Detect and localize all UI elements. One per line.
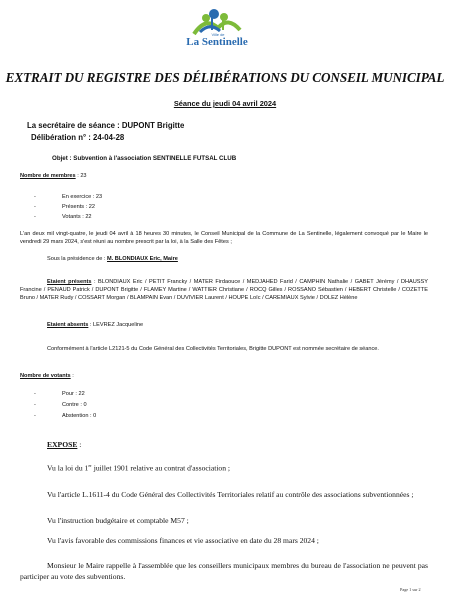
present-members — [20, 278, 428, 303]
vote-item: - Pour : 22 — [34, 391, 85, 397]
members-item: - Votants : 22 — [34, 214, 92, 220]
presidency-name: M. BLONDIAUX Eric, Maire — [107, 256, 178, 262]
vu-article-cgct: Vu l'article L.1611-4 du Code Général des Collectivités Territoriales relatif au contrôle des associations subventionnées ; — [47, 490, 414, 499]
vu-avis-commissions: Vu l'avis favorable des commissions finances et vie associative en date du 28 mars 2024 ; — [47, 536, 319, 545]
voters-label: Nombre de votants — [20, 373, 71, 379]
secretary-appointment: Conformément à l'article L2121-5 du Code Général des Collectivités Territoriales, Brigitte DUPONT est nommée secrétaire de séance. — [47, 346, 379, 352]
deliberation-number: Délibération n° : 24-04-28 — [31, 133, 125, 142]
vu-instruction-m57: Vu l'instruction budgétaire et comptable M57 ; — [47, 516, 189, 525]
intro-paragraph: L'an deux mil vingt-quatre, le jeudi 04 avril à 18 heures 30 minutes, le Conseil Municipal de la Commune de La Sentinelle, légalement convoqué par le Maire le vendredi 29 mars 2024, s'est réuni au nombre prescrit par la loi, à la Salle des Fêtes ; — [20, 231, 428, 246]
logo-town-name: La Sentinelle — [186, 36, 248, 48]
presidency-prefix: Sous la présidence de : — [47, 256, 108, 262]
expose-label: EXPOSE — [47, 440, 78, 449]
absent-label: Etaient absents — [47, 322, 89, 328]
vu-loi-1901: Vu la loi du 1er juillet 1901 relative au contrat d'association ; — [47, 463, 231, 473]
members-item: - Présents : 22 — [34, 204, 95, 210]
members-total: : 23 — [75, 173, 87, 179]
mayor-reminder: Monsieur le Maire rappelle à l'assemblée que les conseillers municipaux membres du bureau de l'association ne peuvent pas participer au vote des subventions. — [20, 561, 428, 581]
absent-list: : LEVREZ Jacqueline — [88, 322, 144, 328]
vote-item: - Contre : 0 — [34, 402, 87, 408]
members-label: Nombre de membres — [20, 173, 76, 179]
vote-item: - Abstention : 0 — [34, 413, 97, 419]
members-item: - En exercice : 23 — [34, 194, 103, 200]
expose-heading: EXPOSE : — [47, 440, 82, 449]
presidency-line — [47, 255, 178, 263]
page-number: Page 1 sur 2 — [400, 587, 421, 592]
seance-date: Séance du jeudi 04 avril 2024 — [173, 99, 277, 108]
present-label: Etaient présents — [47, 279, 92, 285]
present-list: : BLONDIAUX Eric / PETIT Francky / MATER Firdaouce / MEDJAHED Farid / CAMPHIN Nathalie / GABET Jérémy / DHAUSSY Francine / PENAUD Patrick / DUPONT Brigitte / FLAMEY Martine / WATTIER Christiane / ROCQ Gilles / ROSSANO Sébastien / HEBERT Christelle / COZETTE Bruno / MATER Rudy / COSSART Morgan / BLAMPAIN Evan / DUVIVIER Laurent / HOUPE Loïc / CAREMIAUX Sylvie / DOLEZ Hélène — [20, 279, 428, 302]
absent-members — [47, 321, 143, 329]
voters-heading: Nombre de votants : — [20, 373, 74, 379]
document-title: EXTRAIT DU REGISTRE DES DÉLIBÉRATIONS DU CONSEIL MUNICIPAL — [5, 70, 445, 85]
members-heading — [20, 172, 87, 180]
logo-caption: Ville de — [211, 32, 225, 37]
subject-line: Objet : Subvention à l'association SENTINELLE FUTSAL CLUB — [52, 155, 237, 162]
secretary-line: La secrétaire de séance : DUPONT Brigitte — [27, 121, 185, 130]
